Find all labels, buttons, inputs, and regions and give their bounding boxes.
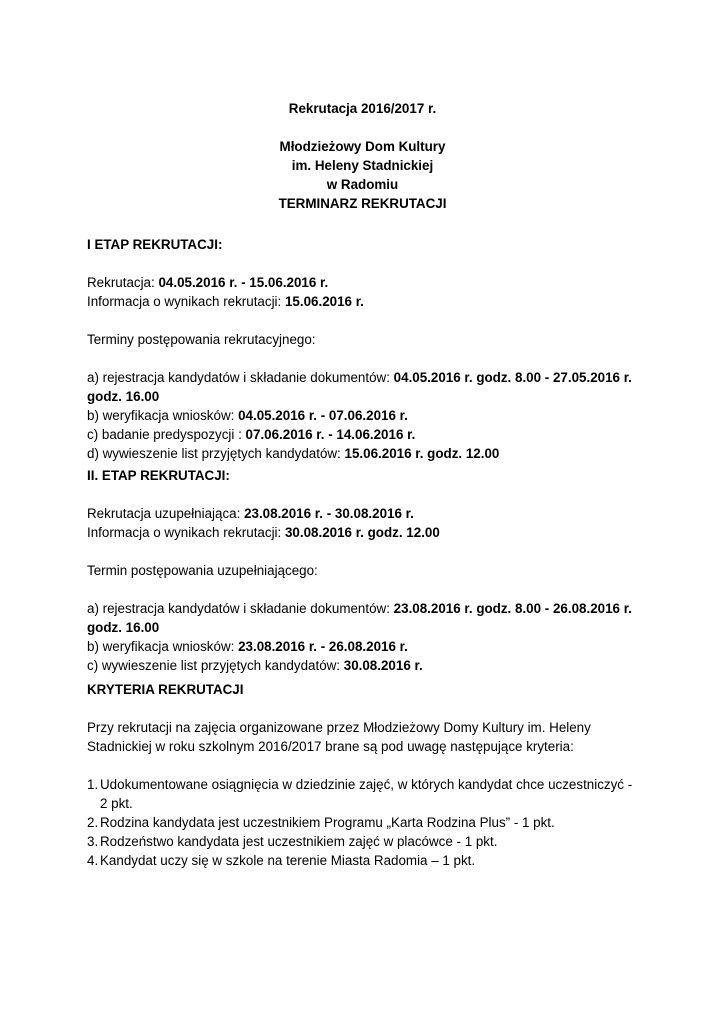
stage-2-item-a-label: a) rejestracja kandydatów i składanie dokumentów: xyxy=(87,601,394,616)
stage-1-item-c xyxy=(87,425,647,444)
stage-2-item-c-label: c) wywieszenie list przyjętych kandydatów: xyxy=(87,658,344,673)
stage-1-recruitment-label: Rekrutacja: xyxy=(87,275,159,290)
stage-2-item-a-cont xyxy=(87,618,647,637)
institution-patron: im. Heleny Stadnickiej xyxy=(291,158,434,173)
stage-1-recruitment-dates: 04.05.2016 r. - 15.06.2016 r. xyxy=(158,275,329,290)
recruitment-year: Rekrutacja 2016/2017 r. xyxy=(288,101,437,116)
document-title: TERMINARZ REKRUTACJI xyxy=(278,196,447,211)
stage-2-title: II. ETAP REKRUTACJI: xyxy=(87,468,230,483)
stage-2-item-b-dates: 23.08.2016 r. - 26.08.2016 r. xyxy=(238,639,408,654)
stage-1-item-b xyxy=(87,406,647,425)
criteria-item-text: Udokumentowane osiągnięcia w dziedzinie zajęć, w których kandydat chce uczestniczyć - xyxy=(100,777,633,792)
stage-1-section xyxy=(87,235,647,463)
criteria-item-number: 2. xyxy=(87,815,99,830)
stage-2-results xyxy=(87,523,647,542)
criteria-item-text: Kandydat uczy się w szkole na terenie Miasta Radomia – 1 pkt. xyxy=(100,853,476,868)
stage-2-section xyxy=(87,466,647,675)
document-header xyxy=(0,99,725,213)
stage-2-item-a-time: godz. 16.00 xyxy=(87,620,160,635)
criteria-item-text: Rodzina kandydata jest uczestnikiem Programu „Karta Rodzina Plus” - 1 pkt. xyxy=(100,815,555,830)
criteria-item-text-cont: 2 pkt. xyxy=(100,796,133,811)
stage-1-results-date: 15.06.2016 r. xyxy=(284,294,364,309)
stage-2-recruitment xyxy=(87,504,647,523)
stage-1-terms-heading: Terminy postępowania rekrutacyjnego: xyxy=(87,332,316,347)
criteria-list xyxy=(87,775,647,870)
criteria-item-text: Rodzeństwo kandydata jest uczestnikiem zajęć w placówce - 1 pkt. xyxy=(100,834,498,849)
criteria-item xyxy=(87,775,647,813)
stage-2-recruitment-dates: 23.08.2016 r. - 30.08.2016 r. xyxy=(244,506,414,521)
institution-name: Młodzieżowy Dom Kultury xyxy=(279,139,446,154)
stage-1-item-d xyxy=(87,444,647,463)
stage-1-item-a-cont xyxy=(87,387,647,406)
stage-1-item-c-label: c) badanie predyspozycji : xyxy=(87,427,246,442)
stage-1-results-label: Informacja o wynikach rekrutacji: xyxy=(87,294,285,309)
criteria-item xyxy=(87,851,647,870)
stage-2-terms-heading: Termin postępowania uzupełniającego: xyxy=(87,563,318,578)
institution-city: w Radomiu xyxy=(326,177,399,192)
stage-1-item-b-dates: 04.05.2016 r. - 07.06.2016 r. xyxy=(238,408,408,423)
stage-2-recruitment-label: Rekrutacja uzupełniająca: xyxy=(87,506,245,521)
criteria-title: KRYTERIA REKRUTACJI xyxy=(87,682,244,697)
criteria-section xyxy=(87,680,647,870)
stage-1-item-b-label: b) weryfikacja wniosków: xyxy=(87,408,239,423)
stage-2-item-c xyxy=(87,656,647,675)
criteria-item xyxy=(87,832,647,851)
stage-1-title: I ETAP REKRUTACJI: xyxy=(87,237,223,252)
stage-1-item-d-label: d) wywieszenie list przyjętych kandydatów: xyxy=(87,446,345,461)
stage-2-results-date: 30.08.2016 r. godz. 12.00 xyxy=(284,525,440,540)
criteria-intro-line-1: Przy rekrutacji na zajęcia organizowane przez Młodzieżowy Domy Kultury im. Heleny xyxy=(87,720,591,735)
stage-1-item-a-time: godz. 16.00 xyxy=(87,389,160,404)
stage-2-item-c-dates: 30.08.2016 r. xyxy=(343,658,423,673)
stage-1-item-a-label: a) rejestracja kandydatów i składanie dokumentów: xyxy=(87,370,394,385)
criteria-item-number: 1. xyxy=(87,777,99,792)
stage-1-recruitment xyxy=(87,273,647,292)
stage-2-results-label: Informacja o wynikach rekrutacji: xyxy=(87,525,285,540)
stage-1-item-c-dates: 07.06.2016 r. - 14.06.2016 r. xyxy=(245,427,416,442)
stage-1-item-a xyxy=(87,368,647,387)
stage-2-item-b xyxy=(87,637,647,656)
criteria-item xyxy=(87,813,647,832)
criteria-intro-line-2: Stadnickiej w roku szkolnym 2016/2017 brane są pod uwagę następujące kryteria: xyxy=(87,739,574,754)
criteria-item-number: 4. xyxy=(87,853,99,868)
stage-2-item-a xyxy=(87,599,647,618)
stage-2-item-b-label: b) weryfikacja wniosków: xyxy=(87,639,239,654)
stage-1-item-d-dates: 15.06.2016 r. godz. 12.00 xyxy=(344,446,500,461)
stage-2-item-a-dates: 23.08.2016 r. godz. 8.00 - 26.08.2016 r. xyxy=(393,601,632,616)
stage-1-item-a-dates: 04.05.2016 r. godz. 8.00 - 27.05.2016 r. xyxy=(393,370,632,385)
stage-1-results xyxy=(87,292,647,311)
criteria-item-number: 3. xyxy=(87,834,99,849)
